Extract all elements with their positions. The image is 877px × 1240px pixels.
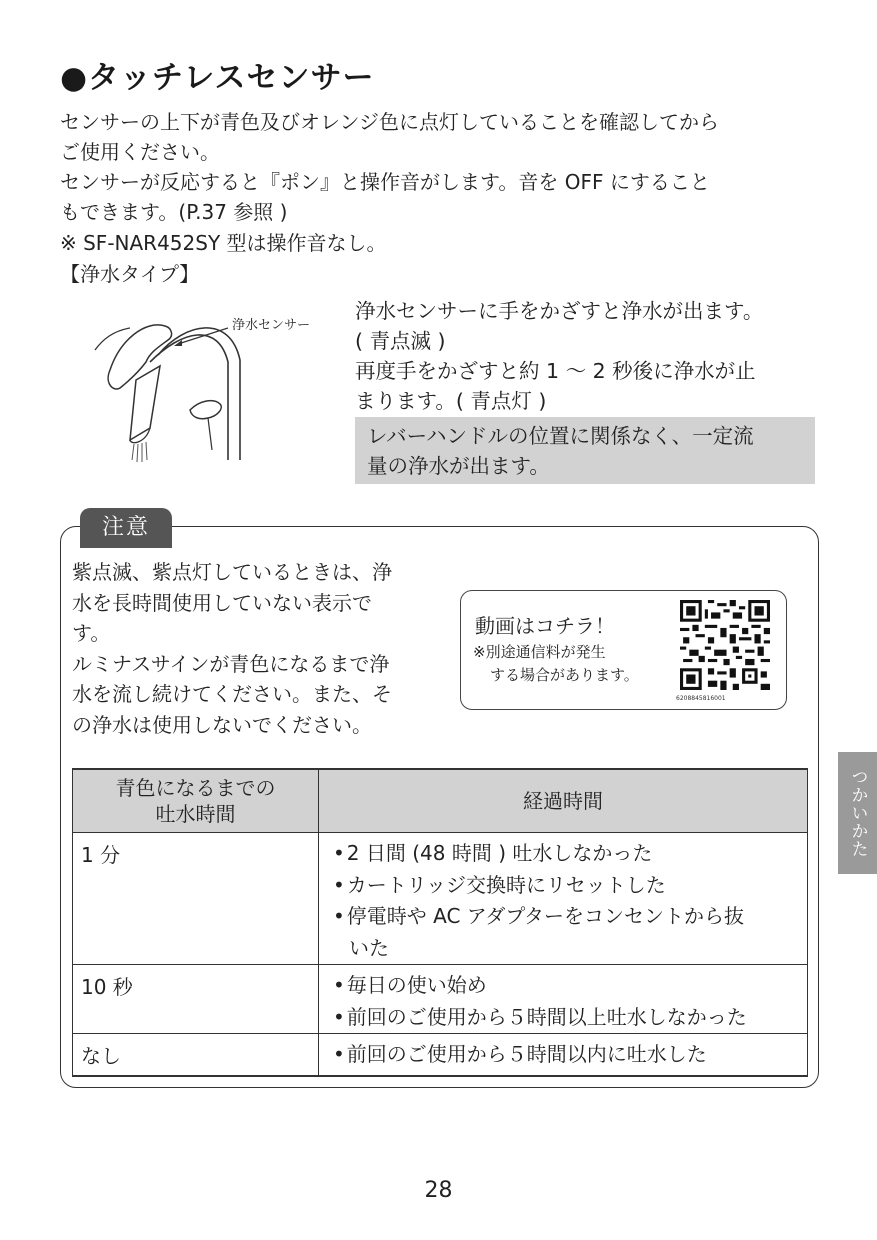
- intro-line-2: ご使用ください。: [60, 140, 220, 164]
- list-item: • 毎日の使い始め: [333, 970, 807, 1002]
- header-col1-line2: 吐水時間: [155, 802, 236, 826]
- section-label: 【浄水タイプ】: [60, 262, 200, 286]
- caution-line-2: 水を長時間使用していない表示で: [72, 591, 372, 615]
- info-box-line-2: 量の浄水が出ます。: [367, 454, 550, 478]
- header-col1-line1: 青色になるまでの: [115, 776, 276, 800]
- qr-code-id: 6208845816001: [676, 695, 726, 702]
- list-item: • 停電時や AC アダプターをコンセントから抜: [333, 901, 807, 933]
- list-item: • 2 日間 (48 時間 ) 吐水しなかった: [333, 838, 807, 870]
- intro-line-4: もできます。(P.37 参照 ): [60, 200, 288, 224]
- page-number: 28: [424, 1178, 453, 1203]
- list-item: • 前回のご使用から５時間以上吐水しなかった: [333, 1002, 807, 1034]
- list-item-continuation: いた: [349, 935, 389, 960]
- sensor-label: 浄水センサー: [232, 318, 311, 333]
- table-row: [73, 965, 808, 1034]
- caution-line-1: 紫点滅、紫点灯しているときは、浄: [72, 560, 392, 584]
- faucet-hand-icon: [90, 300, 350, 470]
- table-cell-time: 10 秒: [73, 965, 319, 1034]
- info-box: [355, 417, 815, 484]
- table-header-spout-time: [73, 769, 319, 833]
- intro-line-5: ※ SF-NAR452SY 型は操作音なし。: [60, 231, 387, 255]
- right-text-line-1: 浄水センサーに手をかざすと浄水が出ます。: [355, 299, 764, 323]
- elapsed-time-table: [72, 768, 808, 1077]
- right-text-line-3: 再度手をかざすと約 1 ～ 2 秒後に浄水が止: [355, 359, 756, 383]
- caution-line-3: す。: [72, 621, 111, 645]
- video-note-1: ※別途通信料が発生: [473, 643, 606, 661]
- table-cell-conditions: [319, 965, 808, 1034]
- caution-line-4: ルミナスサインが青色になるまで浄: [72, 652, 390, 676]
- caution-tag: 注意: [80, 508, 172, 548]
- table-cell-conditions: [319, 833, 808, 965]
- table-row: [73, 833, 808, 965]
- list-item: • カートリッジ交換時にリセットした: [333, 870, 807, 902]
- table-cell-time: なし: [73, 1034, 319, 1077]
- side-tab-usage[interactable]: つかいかた: [838, 752, 877, 874]
- intro-line-1: センサーの上下が青色及びオレンジ色に点灯していることを確認してから: [60, 110, 719, 134]
- list-item: • 前回のご使用から５時間以内に吐水した: [333, 1039, 807, 1071]
- table-row: [73, 1034, 808, 1077]
- table-header-elapsed: 経過時間: [319, 769, 808, 833]
- table-cell-time: 1 分: [73, 833, 319, 965]
- right-text-line-4: まります。( 青点灯 ): [355, 389, 547, 413]
- info-box-line-1: レバーハンドルの位置に関係なく、一定流: [367, 424, 754, 448]
- qr-code-icon[interactable]: [680, 600, 770, 690]
- caution-line-5: 水を流し続けてください。また、そ: [72, 682, 392, 706]
- video-note-2: する場合があります。: [490, 666, 639, 684]
- video-title: 動画はコチラ！: [475, 614, 615, 638]
- right-text-line-2: ( 青点滅 ): [355, 329, 446, 353]
- table-header-row: [73, 769, 808, 833]
- caution-line-6: の浄水は使用しないでください。: [72, 713, 372, 737]
- page-title: ●タッチレスセンサー: [60, 60, 375, 96]
- table-cell-conditions: [319, 1034, 808, 1077]
- intro-line-3: センサーが反応すると『ポン』と操作音がします。音を OFF にすること: [60, 170, 710, 194]
